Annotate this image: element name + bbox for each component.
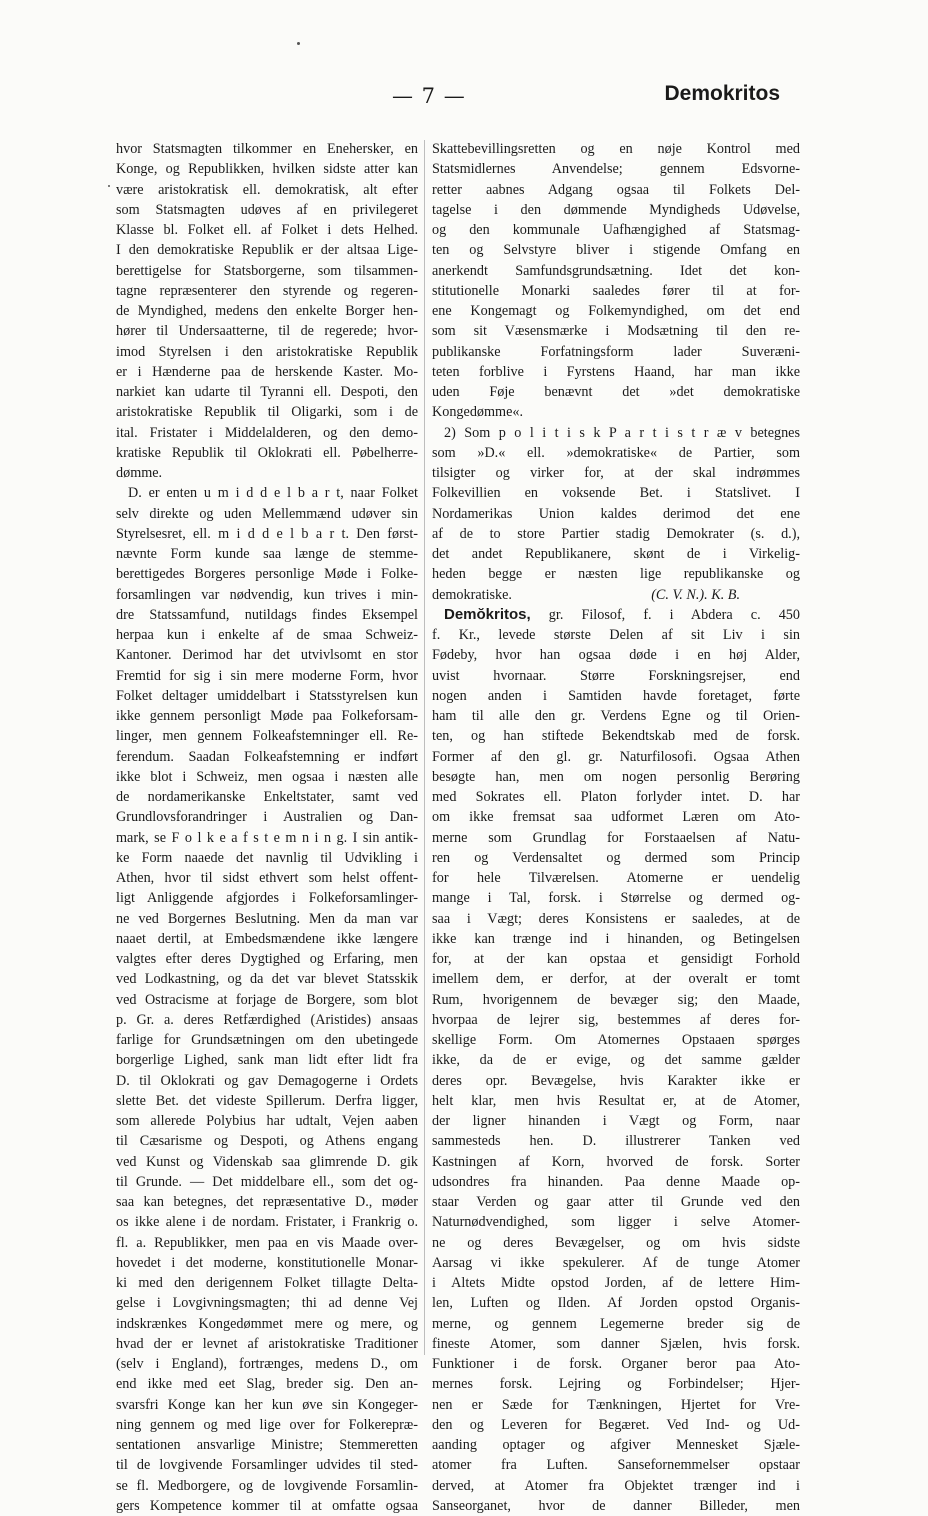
text-line: ikke gennem personligt Møde paa Folkeforsam-	[116, 708, 418, 724]
text-line: Folket deltager umiddelbart i Statsstyrelsen kun	[116, 687, 418, 704]
text-line: Funktioner i de forsk. Organer beror paa Ato-	[432, 1356, 800, 1372]
text-line: Former af den gl. gr. Naturfilosofi. Ogsaa Athen	[432, 748, 800, 765]
text-line: ki med den derigennem Folket tillagte Delta-	[116, 1275, 418, 1291]
text-line: mange i Tal, forsk. i Størrelse og dermed og-	[432, 890, 800, 907]
text-line: Athen, hvor til sidst ethvert som helst offent-	[116, 870, 418, 886]
entry-headword: Demŏkritos,	[444, 605, 531, 623]
text-line: D. er enten u m i d d e l b a r t, naar Folket	[128, 485, 418, 502]
text-line: ne ved Borgernes Beslutning. Men da man var	[116, 910, 418, 927]
text-line: ham til alle den gr. Verdens Egne og til Orien-	[432, 708, 800, 724]
text-line: berettigedes Borgeres personlige Møde i Folke-	[116, 566, 418, 583]
signature-line	[432, 585, 800, 605]
speck	[108, 185, 110, 187]
text-line: aanding optager og afgiver Mennesket Sjæle-	[432, 1437, 800, 1453]
text-line: være aristokratisk ell. demokratisk, alt efter	[116, 181, 418, 198]
text-line: ikke kan trænge ind i hinanden, og Betingelsen	[432, 930, 800, 947]
entry-first-line	[432, 605, 800, 625]
text-line: borgerlige Lighed, sank man lidt efter lidt fra	[116, 1052, 418, 1069]
text-line: Styrelsesret, ell. m i d d e l b a r t. Den først-	[116, 525, 418, 542]
text-line: i Altets Midte opstod Jorden, af de lettere Him-	[432, 1275, 800, 1291]
text-line: narkiet kan udarte til Tyranni ell. Despoti, den	[116, 384, 418, 400]
text-line: dre Statssamfund, nutildags findes Eksempel	[116, 606, 418, 623]
text-line: aristokratiske Republik til Oligarki, som i de	[116, 404, 418, 421]
text-line: for hele Tilværelsen. Atomerne er uendelig	[432, 870, 800, 886]
text-line: sammesteds hen. D. illustrerer Tanken ved	[432, 1133, 800, 1150]
text-line: hvor Statsmagten tilkommer en Enehersker, en	[116, 141, 418, 157]
text-line: tagne repræsenterer den styrende og regeren-	[116, 282, 418, 299]
text-line: hvad der er levnet af aristokratiske Traditioner	[116, 1335, 418, 1352]
text-line: det andet Republikanere, skønt de i Virkelig-	[432, 546, 800, 562]
text-line: naaet dertil, at Embedsmændene ikke længere	[116, 930, 418, 947]
text-line: de Myndighed, medens den enkelte Borger hen-	[116, 303, 418, 319]
text-line: fl. a. Republikker, men paa en vis Maade over-	[116, 1234, 418, 1251]
text-line: helt klar, men hvis Resultat er, at de Atomer,	[432, 1092, 800, 1109]
text-line: Grundlovsforandringer i Australien og Dan-	[116, 809, 418, 826]
text-line: atomer fra Luften. Sansefornemmelser opstaar	[432, 1457, 800, 1474]
text-line: deres opr. Bevægelse, hvis Karakter ikke er	[432, 1072, 800, 1089]
text-line: Kastningen af Korn, hvorved de forsk. Sorter	[432, 1153, 800, 1170]
text-line: Fremtid for sig i sin mere moderne Form, hvor	[116, 667, 418, 684]
text-line: 2) Som p o l i t i s k P a r t i s t r æ v betegnes	[444, 424, 800, 441]
text-line: til Grunde. — Det middelbare ell., som det og-	[116, 1173, 418, 1190]
text-line: valgtes efter deres Dygtighed og Erfaring, men	[116, 951, 418, 967]
text-line: den og Leveren for Begæret. Ved Ind- og Ud-	[432, 1416, 800, 1433]
text-line: Sanseorganet, hvor de danner Billeder, men	[432, 1497, 800, 1514]
text-line: gers Kompetence kommer til at omfatte ogsaa	[116, 1497, 418, 1514]
text-line: Aarsag vi ikke spekulerer. Af de tunge Atomer	[432, 1254, 800, 1271]
text-line: derved, at Atomer fra Objektet trænger ind i	[432, 1477, 800, 1494]
text-line: nævnte Form kunde saa længe de stemme-	[116, 546, 418, 562]
text-line: se fl. Medborgere, og de lovgivende Forsamlin-	[116, 1477, 418, 1494]
text-line: som Statsmagten udøves af en privilegeret	[116, 201, 418, 218]
text-line: ved Kunst og Videnskab saa glimrende D. gik	[116, 1153, 418, 1170]
left-column	[116, 139, 418, 1516]
text-line: Rum, hvorigennem de bevæger sig; den Maade,	[432, 991, 800, 1008]
text-line: D. til Oklokrati og gav Demagogerne i Ordets	[116, 1072, 418, 1089]
text-line: ferendum. Saadan Folkeafstemning er indført	[116, 748, 418, 765]
text-line: linger, men gennem Folkeafstemninger ell. Re-	[116, 728, 418, 745]
right-column	[432, 139, 800, 1516]
text-line: hovedet i det moderne, konstitutionelle Monar-	[116, 1254, 418, 1271]
text-line: Nordamerikas Union kaldes derimod det ene	[432, 505, 800, 522]
text-line: retter aabnes Adgang ogsaa til Folkets Del-	[432, 181, 800, 198]
text-line: Kantoner. Derimod har det utvivlsomt en stor	[116, 647, 418, 664]
text-line: til de lovgivende Forsamlinger udvides til sted-	[116, 1457, 418, 1474]
text-line: ikke, da de er evige, og det samme gælder	[432, 1052, 800, 1069]
text-line: forsamlingen var nødvendig, kun trives i min-	[116, 586, 418, 603]
text-line: Fødeby, hvor han ogsaa døde i en høj Alder,	[432, 647, 800, 664]
text-line: uvist hvornaar. Større Forskningsrejser, end	[432, 667, 800, 684]
text-line: som allerede Polybius har udtalt, Vejen aaben	[116, 1113, 418, 1129]
text-line: end ikke med eet Slag, breder sig. Den an-	[116, 1376, 418, 1393]
text-line: sentationen ansvarlige Ministre; Stemmeretten	[116, 1437, 418, 1453]
text-line: fineste Atomer, som danner Sjælen, hvis forsk.	[432, 1335, 800, 1352]
text-line: ne og deres Bevægelser, og om hvis sidste	[432, 1234, 800, 1251]
text-line: ligt Anliggende afgjordes i Folkeforsamlinger-	[116, 890, 418, 907]
text-line: Konge, og Republikken, hvilken sidste atter kan	[116, 161, 418, 178]
text-line: til Cæsarisme og Despoti, og Athens engang	[116, 1133, 418, 1150]
text-line: som sit Væsensmærke i Modsætning til den re-	[432, 323, 800, 340]
text-line: imellem dem, er derfor, at der overalt er tomt	[432, 971, 800, 988]
text-line: skellige Form. Om Atomernes Opstaaen spørges	[432, 1032, 800, 1048]
text-line: Naturnødvendighed, som ligger i selve Atomer-	[432, 1214, 800, 1231]
text-line: mark, se F o l k e a f s t e m n i n g. I sin antik-	[116, 829, 418, 846]
text-line: stitutionelle Monarki saaledes fører til at for-	[432, 282, 800, 299]
text-line: dømme.	[116, 465, 163, 481]
text-line: der ligner hinanden i Vægt og Form, naar	[432, 1113, 800, 1129]
text-line: ital. Fristater i Middelalderen, og den demo-	[116, 424, 418, 441]
running-head: Demokritos	[664, 82, 780, 105]
page-header	[0, 80, 928, 114]
text-line: Kongedømme«.	[432, 404, 524, 421]
text-line: f. Kr., levede største Delen af sit Liv i sin	[432, 627, 800, 643]
text-line: udsondres fra hinanden. Paa denne Maade op-	[432, 1173, 800, 1190]
text-line: Folkevillien en voksende Bet. i Statslivet. I	[432, 485, 800, 502]
text-line: besøgte han, men om nogen personlig Berøring	[432, 768, 800, 785]
text-line: tilsigter og virker for, at der skal indrømmes	[432, 465, 800, 481]
text-line: ning gennem og med lige over for Folkerepræ-	[116, 1416, 418, 1433]
page-number: — 7 —	[392, 84, 466, 108]
text-line: merne som Grundlag for Forstaaelsen af Natu-	[432, 829, 800, 846]
text-line: om ikke fremsat saa udformet Læren om Ato-	[432, 809, 800, 826]
text-line: som »D.« ell. »demokratiske« de Partier, som	[432, 444, 800, 461]
text-line: (selv i England), fortrænges, medens D., om	[116, 1356, 418, 1372]
text-line: teten forblive i Fyrstens Haand, har man ikke	[432, 363, 800, 380]
text-line: slette Bet. det videste Spillerum. Derfra ligger,	[116, 1092, 418, 1109]
text-line: indskrænkes Kongedømmet mere og mere, og	[116, 1315, 418, 1332]
text-line: hører til Undersaatterne, til de regerede; hvor-	[116, 323, 418, 340]
text-line: merne, og gennem Legemerne breder sig de	[432, 1315, 800, 1332]
text-line: demokratiske.	[432, 586, 512, 603]
text-line: kratiske Republik til Oklokrati ell. Pøbelherre-	[116, 444, 418, 461]
text-line: len, Luften og Ilden. Af Jorden opstod Organis-	[432, 1295, 800, 1312]
text-line: saa i Vægt; deres Konsistens er saaledes, at de	[432, 910, 800, 927]
text-line: farlige for Grundsætningen om den ubetingede	[116, 1032, 418, 1048]
text-line: hvorpaa de lejrer sig, bestemmes af deres for-	[432, 1011, 800, 1028]
text-line: for, at der kan opstaa et gensidigt Forhold	[432, 951, 800, 967]
text-line: p. Gr. a. deres Retfærdighed (Aristides) ansaas	[116, 1011, 418, 1028]
text-line: herpaa kun i enkelte af de smaa Schweiz-	[116, 627, 418, 643]
text-line: ikke blot i Schweiz, men ogsaa i næsten alle	[116, 768, 418, 785]
text-line: nogen anden i Samtiden havde foretaget, førte	[432, 687, 800, 704]
text-line: tagelse i den dømmende Myndigheds Udøvelse,	[432, 201, 800, 218]
text-line: os ikke alene i de nordam. Fristater, i Frankrig o.	[116, 1214, 418, 1231]
text-line: anerkendt Samfundsgrundsætning. Idet det kon-	[432, 262, 800, 279]
author-signature: (C. V. N.). K. B.	[651, 586, 740, 603]
text-line: med Sokrates ell. Platon forlyder intet. D. har	[432, 789, 800, 805]
text-line: publikanske Forfatningsform lader Suveræni-	[432, 343, 800, 360]
text-line: selv direkte og uden Mellemmænd udøver sin	[116, 505, 418, 522]
text-line: ved Ostracisme at forjage de Borgere, som blot	[116, 991, 418, 1008]
text-line: ten og Selvstyre bliver i stigende Omfang en	[432, 242, 800, 259]
text-line: af de to store Partier stadig Demokrater (s. d.),	[432, 525, 800, 542]
text-line: berettigelse for Statsborgerne, som tilsammen-	[116, 262, 418, 279]
text-line: svarsfri Konge kan her kun øve sin Kongeger-	[116, 1396, 418, 1413]
text-line: I den demokratiske Republik er der altsaa Lige-	[116, 242, 418, 259]
text-line: og den kommunale Uafhængighed af Statsmag-	[432, 222, 800, 238]
text-line: ten, og han stiftede Bekendtskab med de forsk.	[432, 728, 800, 745]
text-line: de nordamerikanske Enkeltstater, samt ved	[116, 789, 418, 805]
text-line: heden begge er næsten lige republikanske og	[432, 566, 800, 583]
text-line: mernes forsk. Lejring og Forbindelser; Hjer-	[432, 1376, 800, 1393]
text-line: Skattebevillingsretten og en nøje Kontrol med	[432, 141, 800, 157]
text-line: uden Føje benævnt det »det demokratiske	[432, 384, 800, 400]
text-line: imod Styrelsen i den aristokratiske Republik	[116, 343, 418, 360]
text-line: ved Lodkastning, og da det var blevet Statsskik	[116, 971, 418, 988]
text-line: saa kan betegnes, det repræsentative D., møder	[116, 1194, 418, 1210]
column-divider	[424, 140, 425, 1355]
text-line: ene Kongemagt og Folkemyndighed, om det end	[432, 303, 800, 319]
speck	[297, 42, 300, 45]
text-line: er i Hænderne paa de herskende Kaster. Mo-	[116, 363, 418, 380]
text-line: nen er Sæde for Tænkningen, Hjertet for Vre-	[432, 1396, 800, 1413]
text-line: gr. Filosof, f. i Abdera c. 450	[530, 606, 800, 623]
text-line: ke Form naaede det navnlig til Udvikling i	[116, 849, 418, 866]
text-line: Klasse bl. Folket ell. af Folket i dets Helhed.	[116, 222, 418, 238]
text-line: gelse i Lovgivningsmagten; thi ad denne Vej	[116, 1295, 418, 1312]
text-line: Statsmidlernes Anvendelse; gennem Edsvorne-	[432, 161, 800, 178]
text-line: staar Verden og gaar atter til Grunde ved den	[432, 1194, 800, 1210]
text-line: ren og Verdensaltet og dermed som Princip	[432, 849, 800, 866]
